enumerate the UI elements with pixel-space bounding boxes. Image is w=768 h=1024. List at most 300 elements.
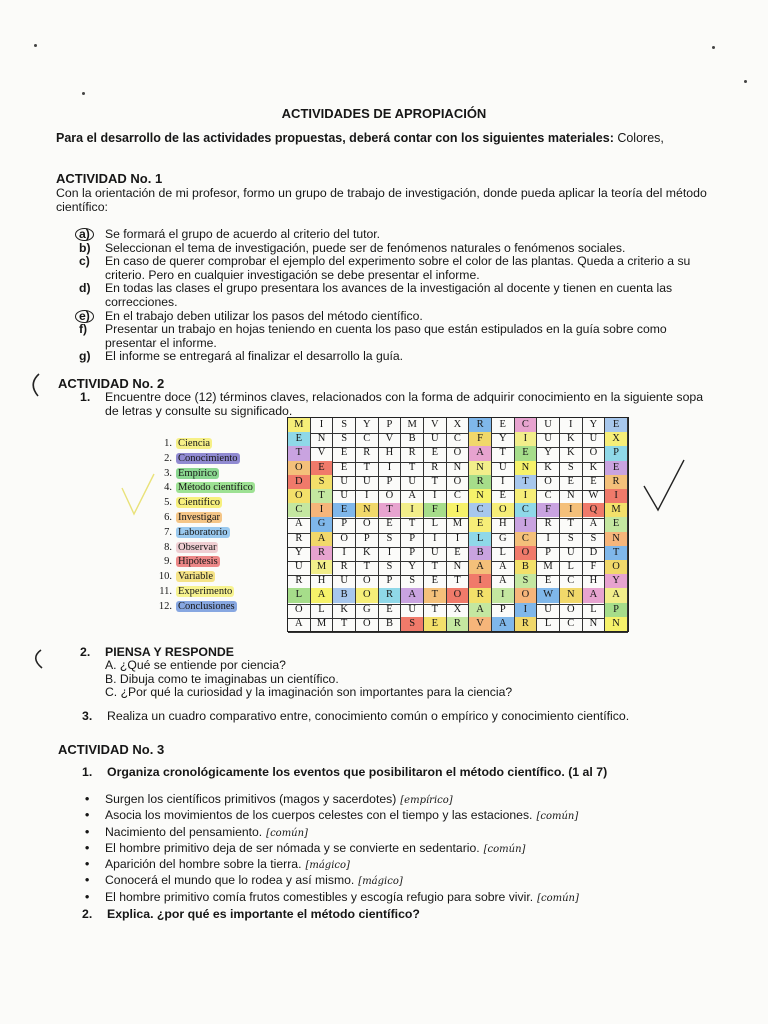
activity1-heading: ACTIVIDAD No. 1 <box>56 171 163 186</box>
grid-cell: I <box>424 532 447 546</box>
grid-cell: E <box>605 418 628 432</box>
event-item <box>83 841 703 857</box>
grid-cell: P <box>605 446 628 460</box>
grid-cell: C <box>469 503 492 517</box>
word-list-item <box>150 541 285 556</box>
activity1-item <box>79 310 715 324</box>
intro-rest: Colores, <box>613 131 664 145</box>
grid-cell: A <box>311 588 334 602</box>
grid-cell: M <box>605 503 628 517</box>
grid-cell: F <box>537 503 560 517</box>
word-list-item <box>150 600 285 615</box>
event-item <box>83 857 703 873</box>
event-text: Surgen los científicos primitivos (magos y sacerdotes) <box>105 792 397 806</box>
grid-cell: O <box>356 574 379 588</box>
grid-cell: F <box>469 432 492 446</box>
activity1-item-text: Seleccionan el tema de investigación, puede ser de fenómenos naturales o fenómenos sociales. <box>105 240 626 255</box>
grid-cell: V <box>311 446 334 460</box>
grid-cell: T <box>356 461 379 475</box>
grid-cell: C <box>447 489 470 503</box>
grid-cell: C <box>560 617 583 631</box>
grid-cell: L <box>469 532 492 546</box>
grid-cell: U <box>537 418 560 432</box>
handwritten-answer: [común] <box>483 843 526 855</box>
grid-cell: S <box>401 617 424 631</box>
grid-cell: L <box>583 603 606 617</box>
grid-cell: U <box>537 432 560 446</box>
activity1-item-text: En todas las clases el grupo presentara los avances de la investigación al docente y tienen en cuenta las correcciones. <box>105 281 673 309</box>
grid-cell: B <box>333 588 356 602</box>
grid-cell: O <box>356 517 379 531</box>
pencil-check-mark <box>118 470 158 518</box>
grid-cell: A <box>492 617 515 631</box>
grid-cell: K <box>333 603 356 617</box>
circled-label: e) <box>75 310 94 323</box>
grid-cell: S <box>560 532 583 546</box>
grid-cell: R <box>469 475 492 489</box>
grid-cell: R <box>447 617 470 631</box>
margin-bracket-mark <box>26 372 42 398</box>
grid-cell: A <box>583 588 606 602</box>
grid-cell: S <box>311 475 334 489</box>
event-item <box>83 792 703 808</box>
grid-cell: H <box>492 517 515 531</box>
grid-cell: U <box>401 603 424 617</box>
grid-cell: D <box>288 475 311 489</box>
grid-cell: M <box>311 560 334 574</box>
grid-cell: T <box>311 489 334 503</box>
activity1-text: Con la orientación de mi profesor, formo un grupo de trabajo de investigación, donde pueda aplicar la teoría del método científico: <box>56 186 707 214</box>
event-text: El hombre primitivo deja de ser nómada y se convierte en sedentario. <box>105 840 480 855</box>
grid-cell: B <box>515 560 538 574</box>
grid-cell: T <box>605 546 628 560</box>
grid-cell: A <box>401 588 424 602</box>
grid-cell: M <box>537 560 560 574</box>
word-list-item <box>150 526 285 541</box>
word-term: Investigar <box>178 511 220 523</box>
grid-cell: S <box>333 418 356 432</box>
grid-cell: P <box>379 475 402 489</box>
grid-cell: L <box>311 603 334 617</box>
word-number: 6. <box>164 511 172 523</box>
grid-cell: I <box>515 432 538 446</box>
activity1-item-label: g) <box>79 349 91 364</box>
grid-cell: W <box>537 588 560 602</box>
grid-cell: C <box>515 418 538 432</box>
event-text: Nacimiento del pensamiento. <box>105 824 263 839</box>
grid-cell: U <box>583 432 606 446</box>
grid-cell: S <box>515 574 538 588</box>
activity1-item-text: Se formará el grupo de acuerdo al criterio del tutor. <box>105 227 381 241</box>
event-text: Conocerá el mundo que lo rodea y así mismo. <box>105 873 355 888</box>
activity1-list <box>79 228 715 364</box>
scan-speck <box>744 80 747 83</box>
grid-cell: S <box>379 560 402 574</box>
grid-cell: R <box>288 532 311 546</box>
grid-cell: T <box>401 461 424 475</box>
activity2-q3 <box>82 709 722 725</box>
handwritten-answer: [común] <box>266 827 308 839</box>
word-term: Hipótesis <box>178 556 218 568</box>
activity2-heading: ACTIVIDAD No. 2 <box>58 376 165 391</box>
grid-cell: H <box>583 574 606 588</box>
grid-cell: I <box>605 489 628 503</box>
word-list-item <box>150 481 285 496</box>
grid-cell: E <box>424 617 447 631</box>
activity1-item <box>79 350 715 364</box>
word-term: Ciencia <box>178 438 211 449</box>
grid-cell: T <box>333 617 356 631</box>
activity2-q3-text: Realiza un cuadro comparativo entre, conocimiento común o empírico y conocimiento científico. <box>107 709 630 723</box>
grid-cell: M <box>447 517 470 531</box>
grid-cell: A <box>469 560 492 574</box>
grid-cell: H <box>311 574 334 588</box>
word-number: 1. <box>164 438 172 449</box>
grid-cell: E <box>379 517 402 531</box>
grid-cell: G <box>492 532 515 546</box>
activity1-item <box>79 228 715 242</box>
grid-cell: U <box>356 475 379 489</box>
word-term: Empírico <box>178 467 218 479</box>
grid-cell: A <box>311 532 334 546</box>
grid-cell: K <box>356 546 379 560</box>
circled-label: a) <box>75 228 94 241</box>
grid-cell: O <box>447 475 470 489</box>
grid-cell: C <box>288 503 311 517</box>
grid-cell: I <box>515 517 538 531</box>
grid-cell: L <box>537 617 560 631</box>
word-number: 9. <box>164 556 172 568</box>
grid-row <box>288 617 628 633</box>
activity1-item-text: El informe se entregará al finalizar el desarrollo la guía. <box>105 349 404 364</box>
grid-cell: F <box>424 503 447 517</box>
grid-cell: R <box>469 418 492 432</box>
grid-cell: S <box>333 432 356 446</box>
grid-cell: B <box>379 617 402 631</box>
handwritten-answer: [común] <box>536 811 579 823</box>
grid-cell: T <box>401 517 424 531</box>
handwritten-answer: [mágico] <box>305 860 350 872</box>
grid-cell: I <box>515 489 538 503</box>
grid-cell: N <box>583 617 606 631</box>
grid-cell: S <box>560 461 583 475</box>
grid-cell: Y <box>537 446 560 460</box>
grid-cell: T <box>356 560 379 574</box>
grid-cell: U <box>401 475 424 489</box>
grid-cell: A <box>583 517 606 531</box>
grid-cell: Y <box>583 418 606 432</box>
grid-cell: G <box>311 517 334 531</box>
grid-cell: F <box>583 560 606 574</box>
activity2-q3-number: 3. <box>82 709 93 723</box>
activity3-q1 <box>82 765 722 781</box>
grid-cell: A <box>401 489 424 503</box>
grid-cell: T <box>424 475 447 489</box>
grid-cell: P <box>492 603 515 617</box>
grid-cell: I <box>447 503 470 517</box>
grid-cell: P <box>537 546 560 560</box>
grid-cell: Y <box>356 418 379 432</box>
grid-cell: N <box>469 489 492 503</box>
grid-cell: M <box>311 617 334 631</box>
grid-cell: M <box>401 418 424 432</box>
grid-cell: N <box>560 489 583 503</box>
grid-cell: S <box>401 574 424 588</box>
grid-cell: R <box>515 617 538 631</box>
grid-cell: A <box>288 517 311 531</box>
grid-cell: R <box>356 446 379 460</box>
grid-cell: C <box>356 432 379 446</box>
event-text: Asocia los movimientos de los cuerpos celestes con el tiempo y las estaciones. <box>105 808 533 823</box>
grid-cell: T <box>515 475 538 489</box>
grid-cell: N <box>447 461 470 475</box>
grid-cell: O <box>515 546 538 560</box>
activity1-item-label <box>79 228 94 242</box>
activity1-item-text: En el trabajo deben utilizar los pasos del método científico. <box>105 308 423 323</box>
activity1-item-text: En caso de querer comprobar el ejemplo del experimento sobre el color de las plantas. Queda a criterio a su criterio. Pero en cualquier investigación se debe presentar el informe. <box>105 254 691 282</box>
activity2-q1-number: 1. <box>80 390 91 404</box>
grid-cell: U <box>537 603 560 617</box>
grid-cell: I <box>424 489 447 503</box>
grid-cell: E <box>333 461 356 475</box>
grid-cell: Y <box>605 574 628 588</box>
grid-cell: N <box>560 588 583 602</box>
activity2-q2-item: B. Dibuja como te imaginabas un científico. <box>105 671 339 686</box>
activity3-q2 <box>82 907 722 923</box>
activity3-heading: ACTIVIDAD No. 3 <box>58 742 165 757</box>
margin-bracket-mark <box>28 648 44 672</box>
word-number: 11. <box>159 585 172 597</box>
word-list-item <box>150 496 285 511</box>
grid-cell: I <box>469 574 492 588</box>
grid-cell: O <box>447 446 470 460</box>
grid-cell: B <box>401 432 424 446</box>
event-item <box>83 873 703 889</box>
grid-cell: N <box>469 461 492 475</box>
grid-cell: U <box>333 574 356 588</box>
grid-cell: P <box>379 574 402 588</box>
grid-cell: I <box>560 418 583 432</box>
grid-cell: T <box>424 603 447 617</box>
activity3-q1-number: 1. <box>82 765 93 779</box>
grid-cell: L <box>424 517 447 531</box>
activity2-q2-item: C. ¿Por qué la curiosidad y la imaginación son importantes para la ciencia? <box>105 685 513 700</box>
grid-cell: W <box>583 489 606 503</box>
word-term: Experimento <box>178 585 233 597</box>
word-number: 5. <box>164 497 172 509</box>
grid-cell: O <box>583 446 606 460</box>
grid-cell: I <box>401 503 424 517</box>
grid-cell: A <box>288 617 311 631</box>
grid-cell: V <box>379 432 402 446</box>
grid-cell: N <box>605 532 628 546</box>
grid-cell: T <box>288 446 311 460</box>
scan-speck <box>712 46 715 49</box>
grid-cell: O <box>356 617 379 631</box>
grid-cell: O <box>492 503 515 517</box>
grid-cell: R <box>379 588 402 602</box>
grid-cell: K <box>560 446 583 460</box>
scan-speck <box>34 44 37 47</box>
grid-cell: N <box>605 617 628 631</box>
grid-cell: A <box>492 560 515 574</box>
grid-cell: X <box>447 418 470 432</box>
handwritten-answer: [común] <box>537 892 579 904</box>
word-list-item <box>150 437 285 452</box>
grid-cell: A <box>469 603 492 617</box>
grid-cell: N <box>515 461 538 475</box>
grid-cell: R <box>605 475 628 489</box>
activity3-q2-number: 2. <box>82 907 93 921</box>
grid-cell: E <box>560 475 583 489</box>
intro-bold: Para el desarrollo de las actividades propuestas, deberá contar con los siguientes materiales: <box>56 131 614 145</box>
word-list-item <box>150 585 285 600</box>
grid-cell: O <box>288 461 311 475</box>
grid-cell: O <box>333 532 356 546</box>
event-item <box>83 808 703 824</box>
word-list-item <box>150 467 285 482</box>
grid-cell: X <box>605 432 628 446</box>
grid-cell: T <box>560 517 583 531</box>
grid-cell: E <box>492 489 515 503</box>
grid-cell: Y <box>492 432 515 446</box>
grid-cell: E <box>311 461 334 475</box>
grid-cell: C <box>537 489 560 503</box>
grid-cell: P <box>333 517 356 531</box>
word-number: 7. <box>164 526 172 538</box>
grid-cell: I <box>379 461 402 475</box>
grid-cell: E <box>447 546 470 560</box>
activity1-item <box>79 242 715 256</box>
grid-cell: P <box>379 418 402 432</box>
grid-cell: T <box>492 446 515 460</box>
grid-cell: N <box>356 503 379 517</box>
activity1-item-label: d) <box>79 281 91 296</box>
word-term: Observar <box>178 541 217 553</box>
activity2-q1 <box>80 390 720 420</box>
activity1-item-label: b) <box>79 240 91 255</box>
grid-cell: O <box>356 588 379 602</box>
grid-cell: U <box>333 475 356 489</box>
activity1-item-label <box>79 310 94 324</box>
grid-cell: I <box>492 588 515 602</box>
grid-cell: I <box>515 603 538 617</box>
grid-cell: Y <box>401 560 424 574</box>
grid-cell: U <box>424 546 447 560</box>
handwritten-answer: [mágico] <box>358 876 403 888</box>
activity2-q1-text: Encuentre doce (12) términos claves, relacionados con la forma de adquirir conocimiento en la siguiente sopa de letras y consulte su significado. <box>105 390 704 418</box>
grid-cell: E <box>424 574 447 588</box>
activity1-item-label: c) <box>79 254 90 269</box>
grid-cell: L <box>560 560 583 574</box>
grid-cell: E <box>583 475 606 489</box>
grid-cell: I <box>492 475 515 489</box>
grid-cell: C <box>515 503 538 517</box>
grid-cell: U <box>333 489 356 503</box>
grid-cell: E <box>605 517 628 531</box>
activity2-q2-number: 2. <box>80 645 91 659</box>
grid-cell: S <box>379 532 402 546</box>
grid-cell: O <box>379 489 402 503</box>
word-number: 10. <box>158 571 172 583</box>
grid-cell: I <box>356 489 379 503</box>
grid-cell: K <box>560 432 583 446</box>
activity1-item <box>79 323 715 350</box>
grid-cell: O <box>537 475 560 489</box>
activity1-item <box>79 255 715 282</box>
grid-cell: S <box>583 532 606 546</box>
grid-cell: E <box>379 603 402 617</box>
grid-cell: K <box>537 461 560 475</box>
grid-cell: R <box>537 517 560 531</box>
grid-cell: T <box>447 574 470 588</box>
grid-cell: U <box>560 546 583 560</box>
grid-cell: D <box>583 546 606 560</box>
grid-cell: L <box>288 588 311 602</box>
grid-cell: U <box>424 432 447 446</box>
grid-cell: H <box>379 446 402 460</box>
activity3-q2-text: Explica. ¿por qué es importante el método científico? <box>107 907 420 921</box>
grid-cell: C <box>560 574 583 588</box>
grid-cell: Q <box>583 503 606 517</box>
word-number: 2. <box>164 452 172 464</box>
grid-cell: K <box>583 461 606 475</box>
grid-cell: E <box>492 418 515 432</box>
grid-cell: I <box>560 503 583 517</box>
grid-cell: E <box>469 517 492 531</box>
word-search-grid <box>287 417 629 632</box>
grid-cell: X <box>447 603 470 617</box>
grid-cell: A <box>605 588 628 602</box>
grid-cell: E <box>515 446 538 460</box>
grid-cell: I <box>379 546 402 560</box>
grid-cell: M <box>288 418 311 432</box>
word-list-item <box>150 555 285 570</box>
grid-cell: O <box>605 560 628 574</box>
grid-cell: I <box>447 532 470 546</box>
grid-cell: O <box>515 588 538 602</box>
grid-cell: T <box>379 503 402 517</box>
grid-cell: V <box>469 617 492 631</box>
word-number: 4. <box>164 482 172 494</box>
grid-cell: B <box>469 546 492 560</box>
grid-cell: C <box>515 532 538 546</box>
word-list-item <box>150 570 285 585</box>
event-item <box>83 890 703 906</box>
word-number: 3. <box>164 467 172 479</box>
grid-cell: L <box>492 546 515 560</box>
grid-cell: O <box>560 603 583 617</box>
grid-cell: Y <box>288 546 311 560</box>
grid-cell: R <box>424 461 447 475</box>
activity1-item-text: Presentar un trabajo en hojas teniendo en cuenta los paso que están estipulados en la guía sobre como presentar el informe. <box>105 322 667 350</box>
grid-cell: I <box>311 418 334 432</box>
grid-cell: R <box>469 588 492 602</box>
grid-cell: I <box>537 532 560 546</box>
grid-cell: A <box>492 574 515 588</box>
grid-cell: V <box>424 418 447 432</box>
activity2-q2-heading: PIENSA Y RESPONDE <box>105 645 234 659</box>
events-list <box>83 792 703 906</box>
grid-cell: O <box>288 489 311 503</box>
grid-cell: G <box>356 603 379 617</box>
word-number: 8. <box>164 541 172 553</box>
grid-cell: P <box>605 603 628 617</box>
grid-cell: E <box>605 461 628 475</box>
grid-cell: U <box>288 560 311 574</box>
activity1-item-label: f) <box>79 322 88 337</box>
grid-cell: I <box>311 503 334 517</box>
